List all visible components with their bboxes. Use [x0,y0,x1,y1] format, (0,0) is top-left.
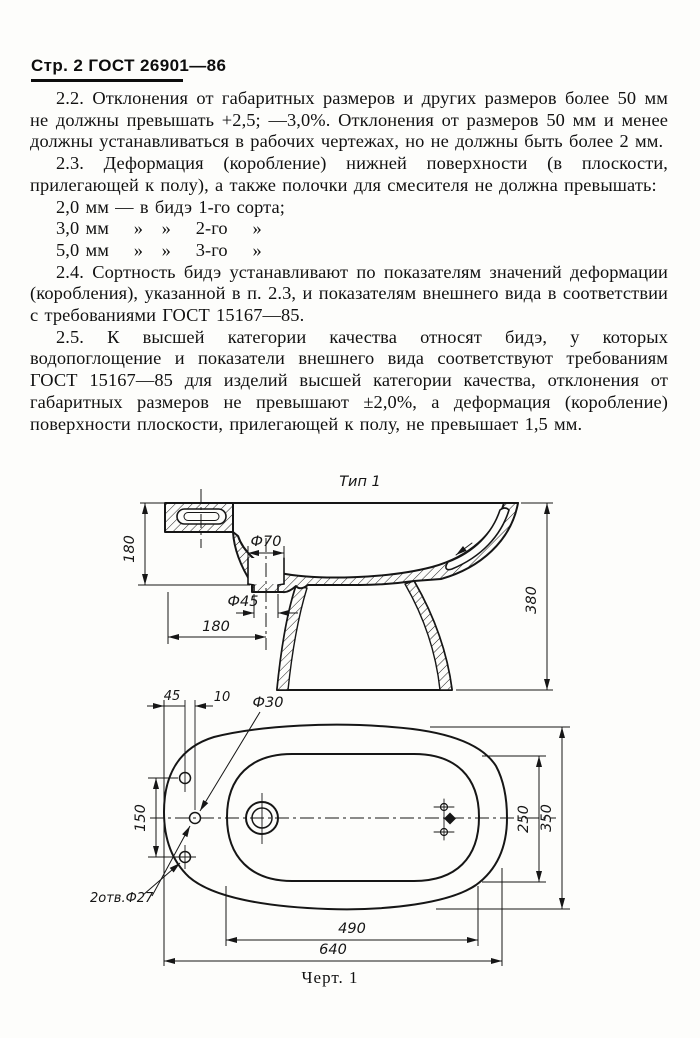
dim-380: 380 [524,586,540,614]
dim-640: 640 [319,942,347,958]
dim-180-offset: 180 [202,619,230,635]
dim-45: 45 [163,689,181,704]
deformation-list-item: 5,0 мм » » 3-го » [56,239,262,260]
dim-250: 250 [516,805,532,833]
page-header: Стр. 2 ГОСТ 26901—86 [31,56,227,75]
paragraph-2-4: 2.4. Сортность бидэ устанавливают по показателям значений деформации (коробления), указанной в п. 2.3, и показателям внешнего вида в соответствии с требованиями ГОСТ 15167—85. [30,261,668,326]
figure-caption: Черт. 1 [301,968,359,987]
side-view [165,503,518,690]
paragraph-2-3: 2.3. Деформация (коробление) нижней поверхности (в плоскости, прилегающей к полу), а также полочки для смесителя не должна превышать: [30,153,668,195]
dim-150: 150 [133,804,149,832]
dim-180-left: 180 [122,535,138,563]
paragraph-2-2: 2.2. Отклонения от габаритных размеров и других размеров более 50 мм не должны превышать +2,5; —3,0%. Отклонения от размеров 50 мм и менее должны устанавливаться в рабочих чертежах, но не должны быть более 2 мм. [30,88,668,152]
dim-f30: Ф30 [252,695,284,711]
plan-view [164,725,507,910]
dim-f70: Ф70 [250,534,282,550]
paragraph-2-5: 2.5. К высшей категории качества относят бидэ, у которых водопоглощение и показатели внешнего вида соответствуют требованиям ГОСТ 15167—85 для изделий высшей категории качества, отклонения от габаритных размеров не превышают ±2,0%, а деформация (коробление) поверхности плоскости, прилегающей к полу, не превышает 1,5 мм. [30,326,668,434]
standard-text [30,88,668,435]
deformation-list-item: 2,0 мм — в бидэ 1-го сорта; [56,196,285,217]
type-label: Тип 1 [339,474,381,490]
bidet-technical-drawing [0,468,700,968]
deformation-list-item: 3,0 мм » » 2-го » [56,218,262,239]
header-rule [31,79,183,82]
dim-490: 490 [338,921,366,937]
dim-350: 350 [539,804,555,832]
dim-10: 10 [213,690,231,705]
dim-f45: Ф45 [227,594,259,610]
holes-note: 2отв.Ф27 [90,891,154,906]
